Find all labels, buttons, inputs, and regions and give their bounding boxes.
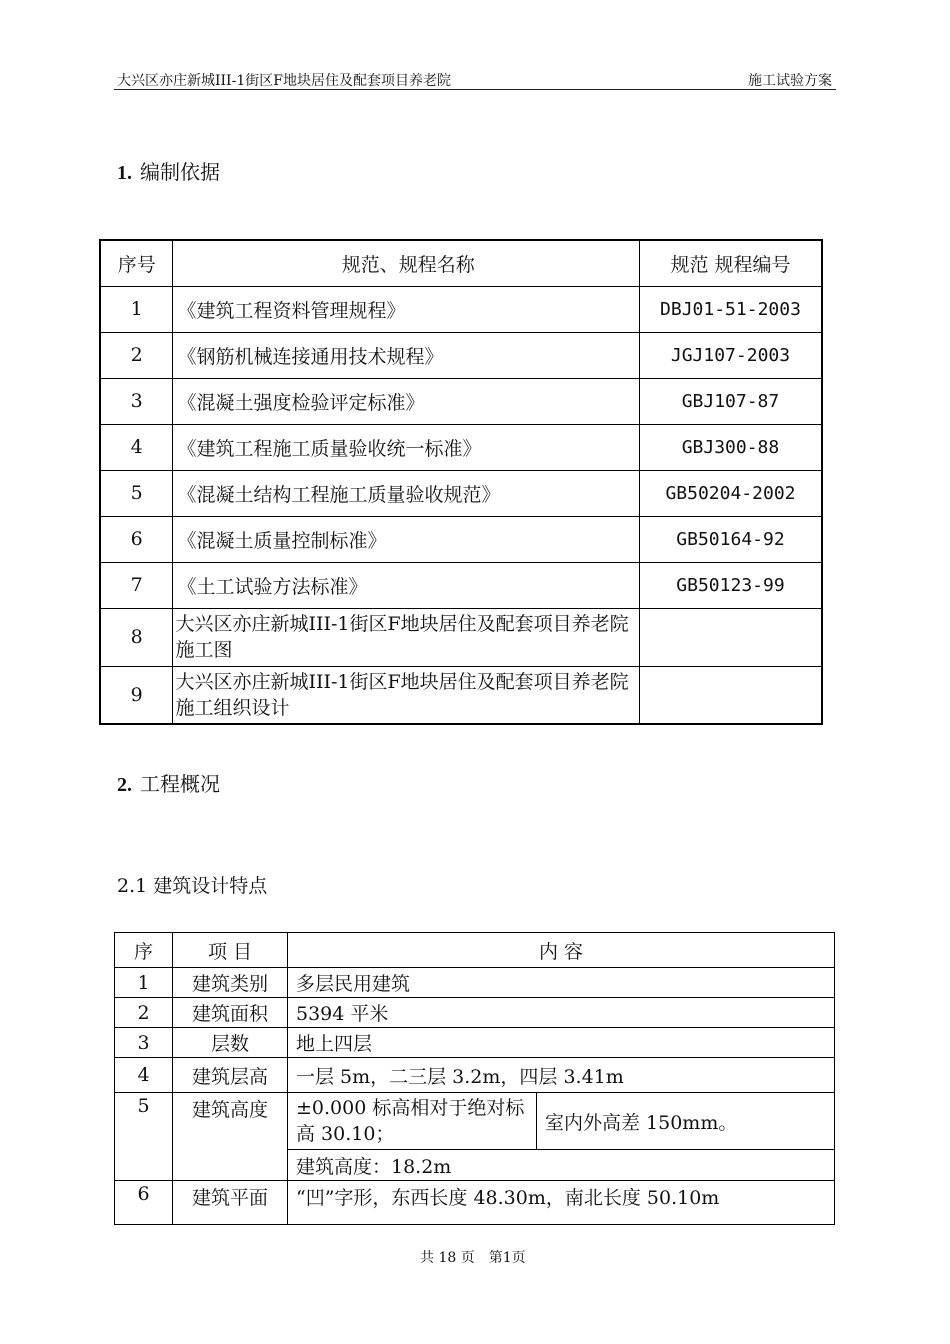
- item-content-datum: ±0.000 标高相对于绝对标高 30.10；: [288, 1093, 537, 1150]
- standard-name: 《建筑工程施工质量验收统一标准》: [173, 424, 640, 470]
- row-number: 7: [100, 562, 173, 608]
- row-number: 4: [115, 1058, 173, 1093]
- table-row: [100, 516, 822, 562]
- standard-code: GB50164-92: [639, 516, 822, 562]
- table-header-row: [100, 240, 822, 286]
- table-row: [115, 1028, 835, 1058]
- standard-code: [639, 608, 822, 666]
- item-name: 建筑平面: [173, 1181, 288, 1225]
- section-2-heading: [117, 768, 220, 797]
- row-number: 9: [100, 666, 173, 724]
- table-row: [115, 968, 835, 998]
- row-number: 3: [115, 1028, 173, 1058]
- table-row: [115, 1093, 835, 1150]
- standard-name: 《混凝土结构工程施工质量验收规范》: [173, 470, 640, 516]
- item-name: 建筑类别: [173, 968, 288, 998]
- item-content: “凹”字形，东西长度 48.30m，南北长度 50.10m: [288, 1181, 835, 1225]
- header-cell: 规范、规程名称: [173, 240, 640, 286]
- item-content: 一层 5m，二三层 3.2m，四层 3.41m: [288, 1058, 835, 1093]
- standards-table: [99, 239, 823, 725]
- standard-code: GB50204-2002: [639, 470, 822, 516]
- row-number: 6: [100, 516, 173, 562]
- standard-code: JGJ107-2003: [639, 332, 822, 378]
- item-content: 多层民用建筑: [288, 968, 835, 998]
- table-row: [115, 1058, 835, 1093]
- section-1-heading: [117, 156, 220, 185]
- section-2-number: 2.: [117, 774, 132, 796]
- header-doc-title: 施工试验方案: [748, 73, 832, 89]
- row-number: 6: [115, 1181, 173, 1225]
- standard-name: 《钢筋机械连接通用技术规程》: [173, 332, 640, 378]
- header-cell: 规范 规程编号: [639, 240, 822, 286]
- design-features-table: [114, 932, 835, 1225]
- header-cell: 序号: [100, 240, 173, 286]
- item-name: 建筑面积: [173, 998, 288, 1028]
- item-content-height-diff: 室内外高差 150mm。: [537, 1093, 835, 1150]
- row-number: 5: [100, 470, 173, 516]
- standard-name: 大兴区亦庄新城III-1街区F地块居住及配套项目养老院施工组织设计: [173, 666, 640, 724]
- standard-name: 大兴区亦庄新城III-1街区F地块居住及配套项目养老院施工图: [173, 608, 640, 666]
- section-1-number: 1.: [117, 162, 132, 184]
- item-name: 建筑高度: [173, 1093, 288, 1181]
- row-number: 3: [100, 378, 173, 424]
- item-name: 层数: [173, 1028, 288, 1058]
- table-row: [115, 1181, 835, 1225]
- standard-name: 《混凝土质量控制标准》: [173, 516, 640, 562]
- row-number: 2: [115, 998, 173, 1028]
- standard-code: DBJ01-51-2003: [639, 286, 822, 332]
- standard-code: GBJ107-87: [639, 378, 822, 424]
- table-row: [100, 608, 822, 666]
- standard-name: 《建筑工程资料管理规程》: [173, 286, 640, 332]
- table-row: [100, 286, 822, 332]
- item-content: 5394 平米: [288, 998, 835, 1028]
- row-number: 2: [100, 332, 173, 378]
- section-2-title: 工程概况: [140, 772, 220, 796]
- header-cell: 项 目: [173, 933, 288, 968]
- row-number: 1: [115, 968, 173, 998]
- header-cell: 内 容: [288, 933, 835, 968]
- item-content-building-height: 建筑高度：18.2m: [288, 1150, 835, 1181]
- table-row: [100, 332, 822, 378]
- table-row: [100, 424, 822, 470]
- table-row: [100, 562, 822, 608]
- table-row: [100, 470, 822, 516]
- subsection-2-1-heading: 2.1 建筑设计特点: [117, 875, 268, 897]
- table-row: [115, 998, 835, 1028]
- table-row: [100, 666, 822, 724]
- standard-code: GB50123-99: [639, 562, 822, 608]
- standard-name: 《混凝土强度检验评定标准》: [173, 378, 640, 424]
- header-rule: [114, 89, 836, 90]
- header-project-title: 大兴区亦庄新城III-1街区F地块居住及配套项目养老院: [117, 73, 451, 89]
- item-name: 建筑层高: [173, 1058, 288, 1093]
- row-number: 5: [115, 1093, 173, 1181]
- row-number: 8: [100, 608, 173, 666]
- table-header-row: [115, 933, 835, 968]
- standard-code: [639, 666, 822, 724]
- item-content: 地上四层: [288, 1028, 835, 1058]
- section-1-title: 编制依据: [140, 160, 220, 184]
- row-number: 1: [100, 286, 173, 332]
- page-footer: 共 18 页 第1页: [420, 1250, 526, 1266]
- standard-name: 《土工试验方法标准》: [173, 562, 640, 608]
- table-row: [100, 378, 822, 424]
- row-number: 4: [100, 424, 173, 470]
- standard-code: GBJ300-88: [639, 424, 822, 470]
- header-cell: 序: [115, 933, 173, 968]
